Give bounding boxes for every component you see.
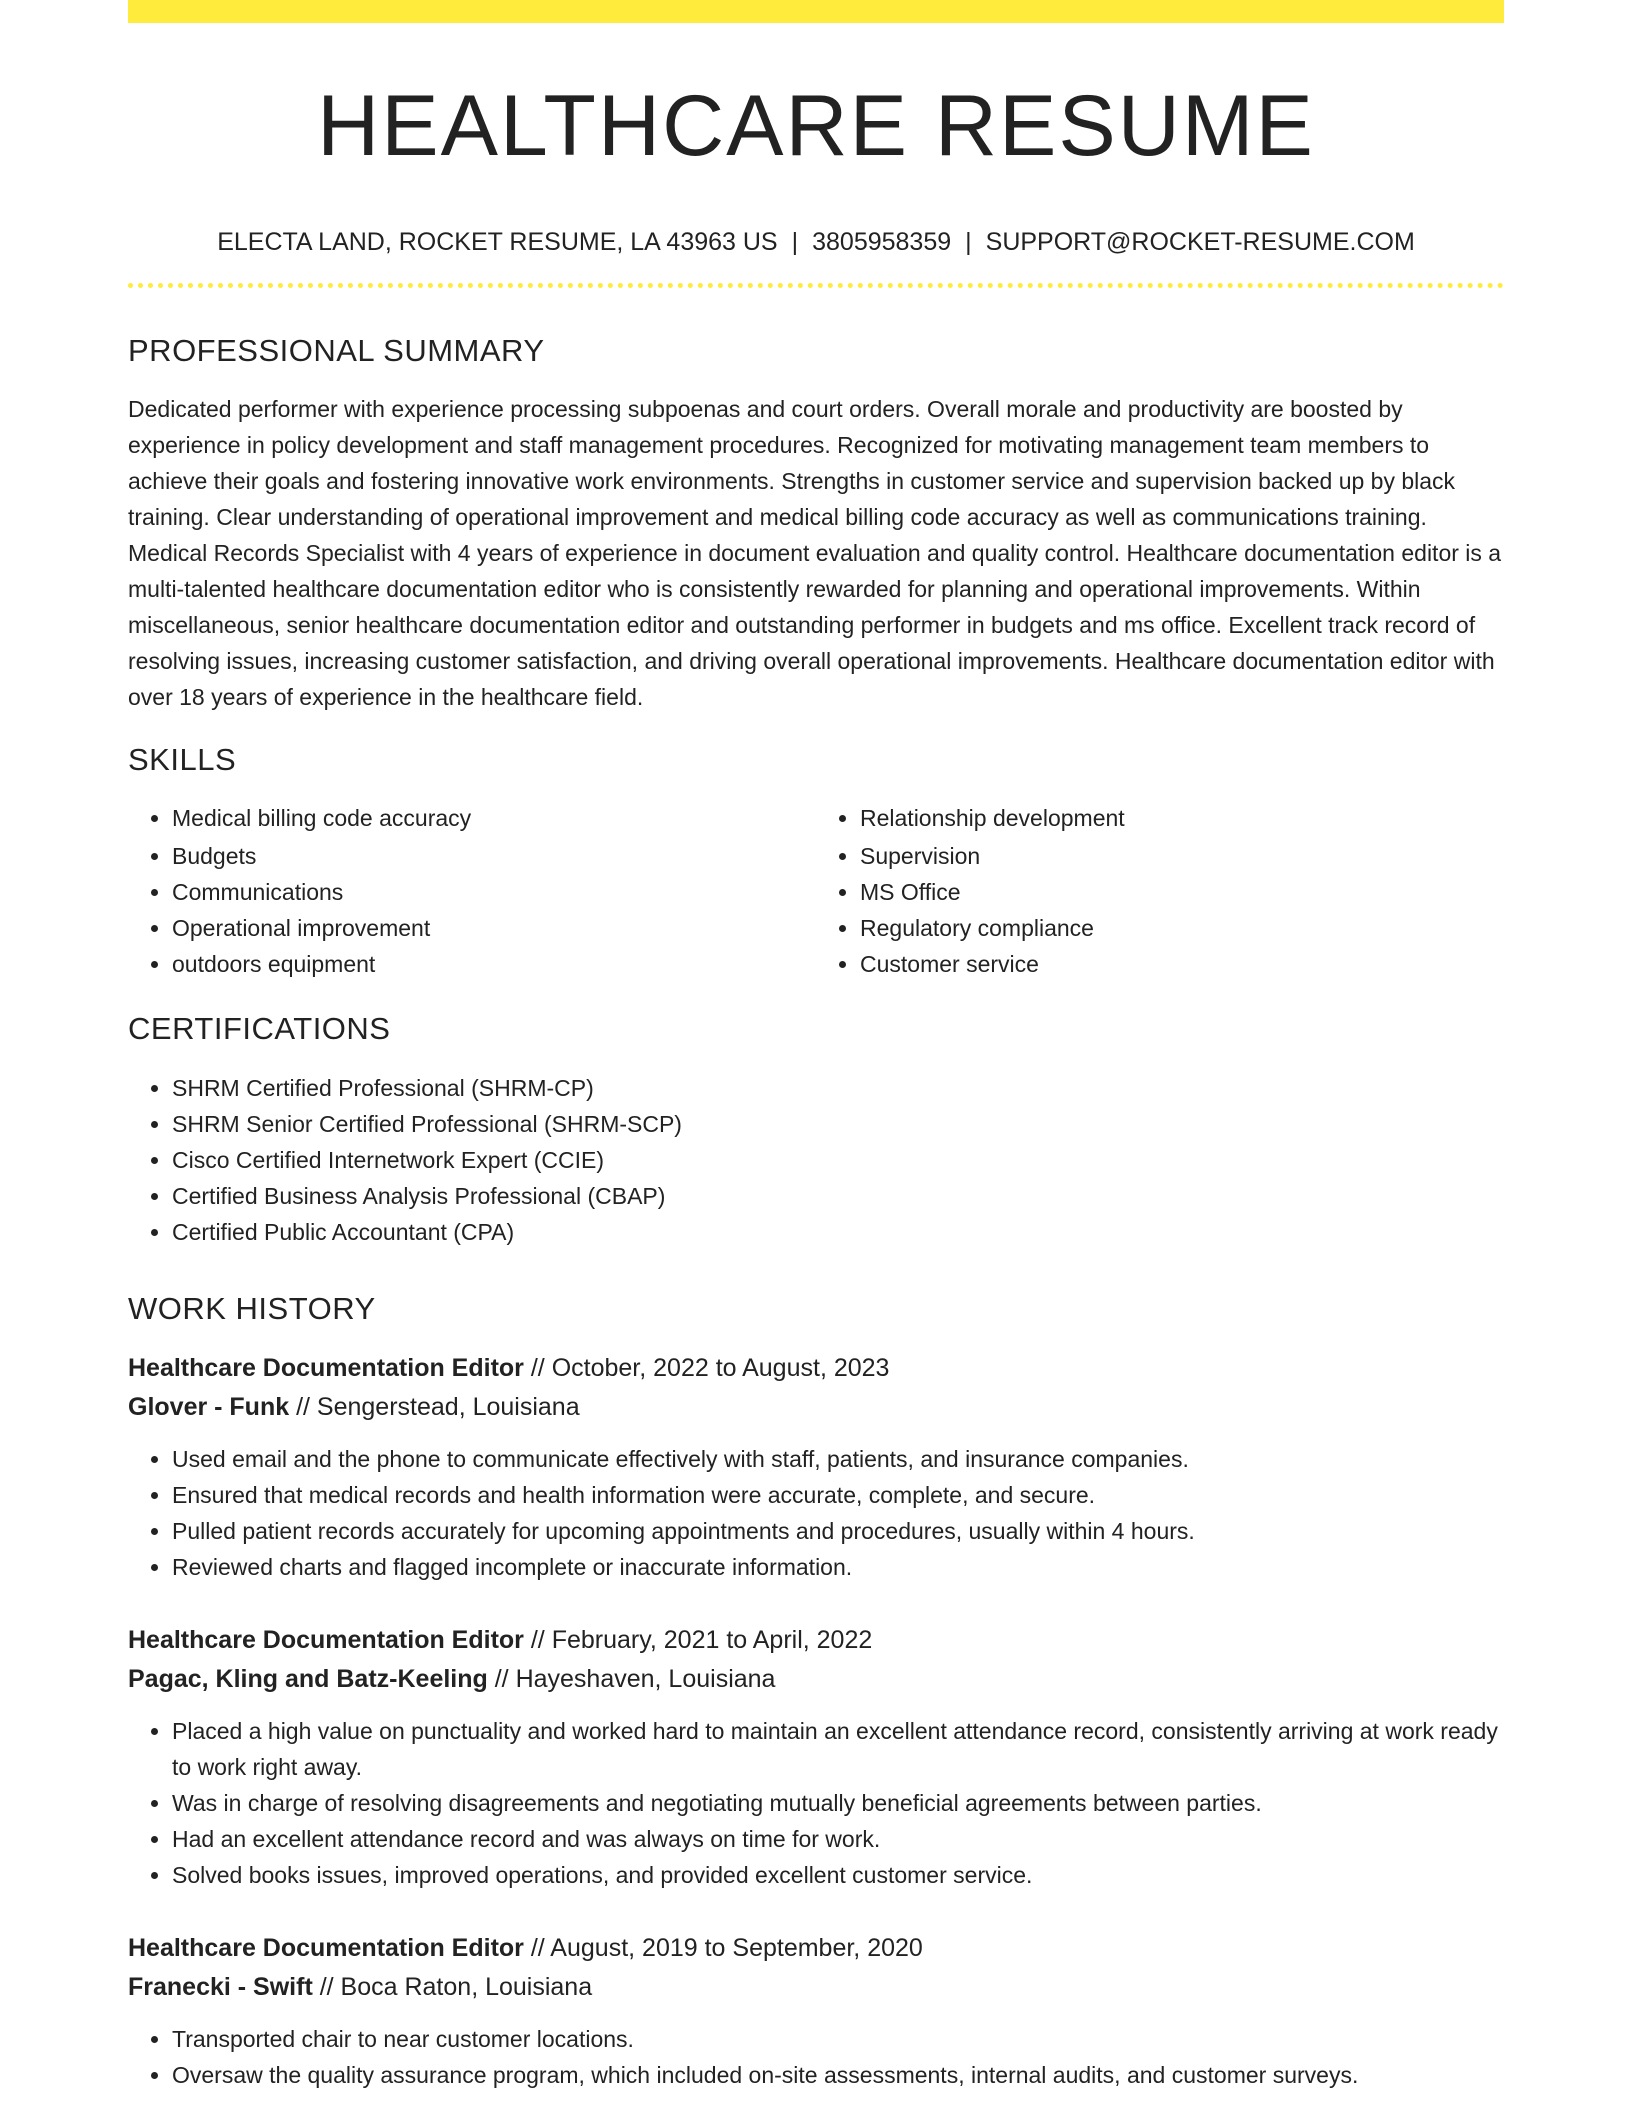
job-bullet: • Ensured that medical records and health information were accurate, complete, and secure. [172, 1477, 1504, 1513]
job-bullet: • Was in charge of resolving disagreements and negotiating mutually beneficial agreements between parties. [172, 1785, 1504, 1821]
job-entry [128, 1929, 1504, 2093]
job-bullet: • Had an excellent attendance record and was always on time for work. [172, 1821, 1504, 1857]
email: SUPPORT@ROCKET-RESUME.COM [985, 228, 1415, 256]
job-company-line [128, 1388, 1504, 1427]
contact-separator: | [791, 228, 799, 256]
job-title-line [128, 1621, 1504, 1660]
job-bullet: • Used email and the phone to communicate effectively with staff, patients, and insurance companies. [172, 1441, 1504, 1477]
job-bullets [128, 1441, 1504, 1585]
skill-item: • Communications [172, 874, 816, 910]
job-company: Glover - Funk [128, 1392, 290, 1421]
job-bullets [128, 2021, 1504, 2093]
skill-item: • MS Office [860, 874, 1504, 910]
certifications-list [128, 1070, 1504, 1250]
address: ELECTA LAND, ROCKET RESUME, LA 43963 US [217, 228, 778, 256]
skills-column-right [816, 800, 1504, 982]
skills-heading: SKILLS [128, 742, 237, 778]
certification-item: • Cisco Certified Internetwork Expert (CCIE) [172, 1142, 1504, 1178]
certification-item: • SHRM Certified Professional (SHRM-CP) [172, 1070, 1504, 1106]
job-company-line [128, 1968, 1504, 2007]
job-role: Healthcare Documentation Editor [128, 1625, 524, 1654]
job-dates: // August, 2019 to September, 2020 [523, 1933, 923, 1962]
job-location: // Boca Raton, Louisiana [312, 1972, 593, 2001]
job-location: // Hayeshaven, Louisiana [487, 1664, 776, 1693]
work-history-heading: WORK HISTORY [128, 1290, 376, 1326]
job-bullet: • Placed a high value on punctuality and worked hard to maintain an excellent attendance record, consistently arriving at work ready to work right away. [172, 1713, 1504, 1785]
contact-line [128, 227, 1504, 257]
skill-item: • Relationship development [860, 800, 1504, 836]
job-bullet: • Pulled patient records accurately for upcoming appointments and procedures, usually within 4 hours. [172, 1513, 1504, 1549]
skills-column-left [128, 800, 816, 982]
job-dates: // February, 2021 to April, 2022 [523, 1625, 873, 1654]
resume-page [128, 0, 1504, 2093]
phone: 3805958359 [812, 228, 952, 256]
summary-text: Dedicated performer with experience processing subpoenas and court orders. Overall morale and productivity are boosted by experience in policy development and staff management procedures. Recognized for motivating management team members to achieve their goals and fostering innovative work environments. Strengths in customer service and supervision backed up by black training. Clear understanding of operational improvement and medical billing code accuracy as well as communications training. Medical Records Specialist with 4 years of experience in document evaluation and quality control. Healthcare documentation editor is a multi-talented healthcare documentation editor who is consistently rewarded for planning and operational improvements. Within miscellaneous, senior healthcare documentation editor and outstanding performer in budgets and ms office. Excellent track record of resolving issues, increasing customer satisfaction, and driving overall operational improvements. Healthcare documentation editor with over 18 years of experience in the healthcare field. [128, 396, 1502, 711]
certification-item: • SHRM Senior Certified Professional (SHRM-SCP) [172, 1106, 1504, 1142]
certifications-heading: CERTIFICATIONS [128, 1011, 391, 1047]
job-title-line [128, 1349, 1504, 1388]
skills-list [128, 800, 1504, 982]
skill-item: • Supervision [860, 838, 1504, 874]
job-bullet: • Solved books issues, improved operations, and provided excellent customer service. [172, 1857, 1504, 1893]
skill-item: • Medical billing code accuracy [172, 800, 816, 836]
job-location: // Sengerstead, Louisiana [289, 1392, 580, 1421]
job-bullet: • Oversaw the quality assurance program, which included on-site assessments, internal audits, and customer surveys. [172, 2057, 1504, 2093]
skill-item: • Operational improvement [172, 910, 816, 946]
skill-item: • outdoors equipment [172, 946, 816, 982]
job-bullet: • Transported chair to near customer locations. [172, 2021, 1504, 2057]
job-company-line [128, 1660, 1504, 1699]
job-entry [128, 1349, 1504, 1585]
job-bullet: • Reviewed charts and flagged incomplete or inaccurate information. [172, 1549, 1504, 1585]
contact-separator: | [965, 228, 972, 256]
job-role: Healthcare Documentation Editor [128, 1933, 524, 1962]
job-title-line [128, 1929, 1504, 1968]
job-role: Healthcare Documentation Editor [128, 1353, 524, 1382]
skill-item: • Budgets [172, 838, 816, 874]
accent-bar [128, 0, 1504, 23]
dotted-divider [128, 283, 1504, 288]
job-company: Franecki - Swift [128, 1972, 313, 2001]
job-bullets [128, 1713, 1504, 1893]
resume-title: HEALTHCARE RESUME [317, 78, 1315, 174]
skill-item: • Regulatory compliance [860, 910, 1504, 946]
certification-item: • Certified Public Accountant (CPA) [172, 1214, 1504, 1250]
job-company: Pagac, Kling and Batz-Keeling [128, 1664, 488, 1693]
summary-heading: PROFESSIONAL SUMMARY [128, 333, 545, 368]
certification-item: • Certified Business Analysis Professional (CBAP) [172, 1178, 1504, 1214]
job-dates: // October, 2022 to August, 2023 [523, 1353, 890, 1382]
skill-item: • Customer service [860, 946, 1504, 982]
job-entry [128, 1621, 1504, 1893]
